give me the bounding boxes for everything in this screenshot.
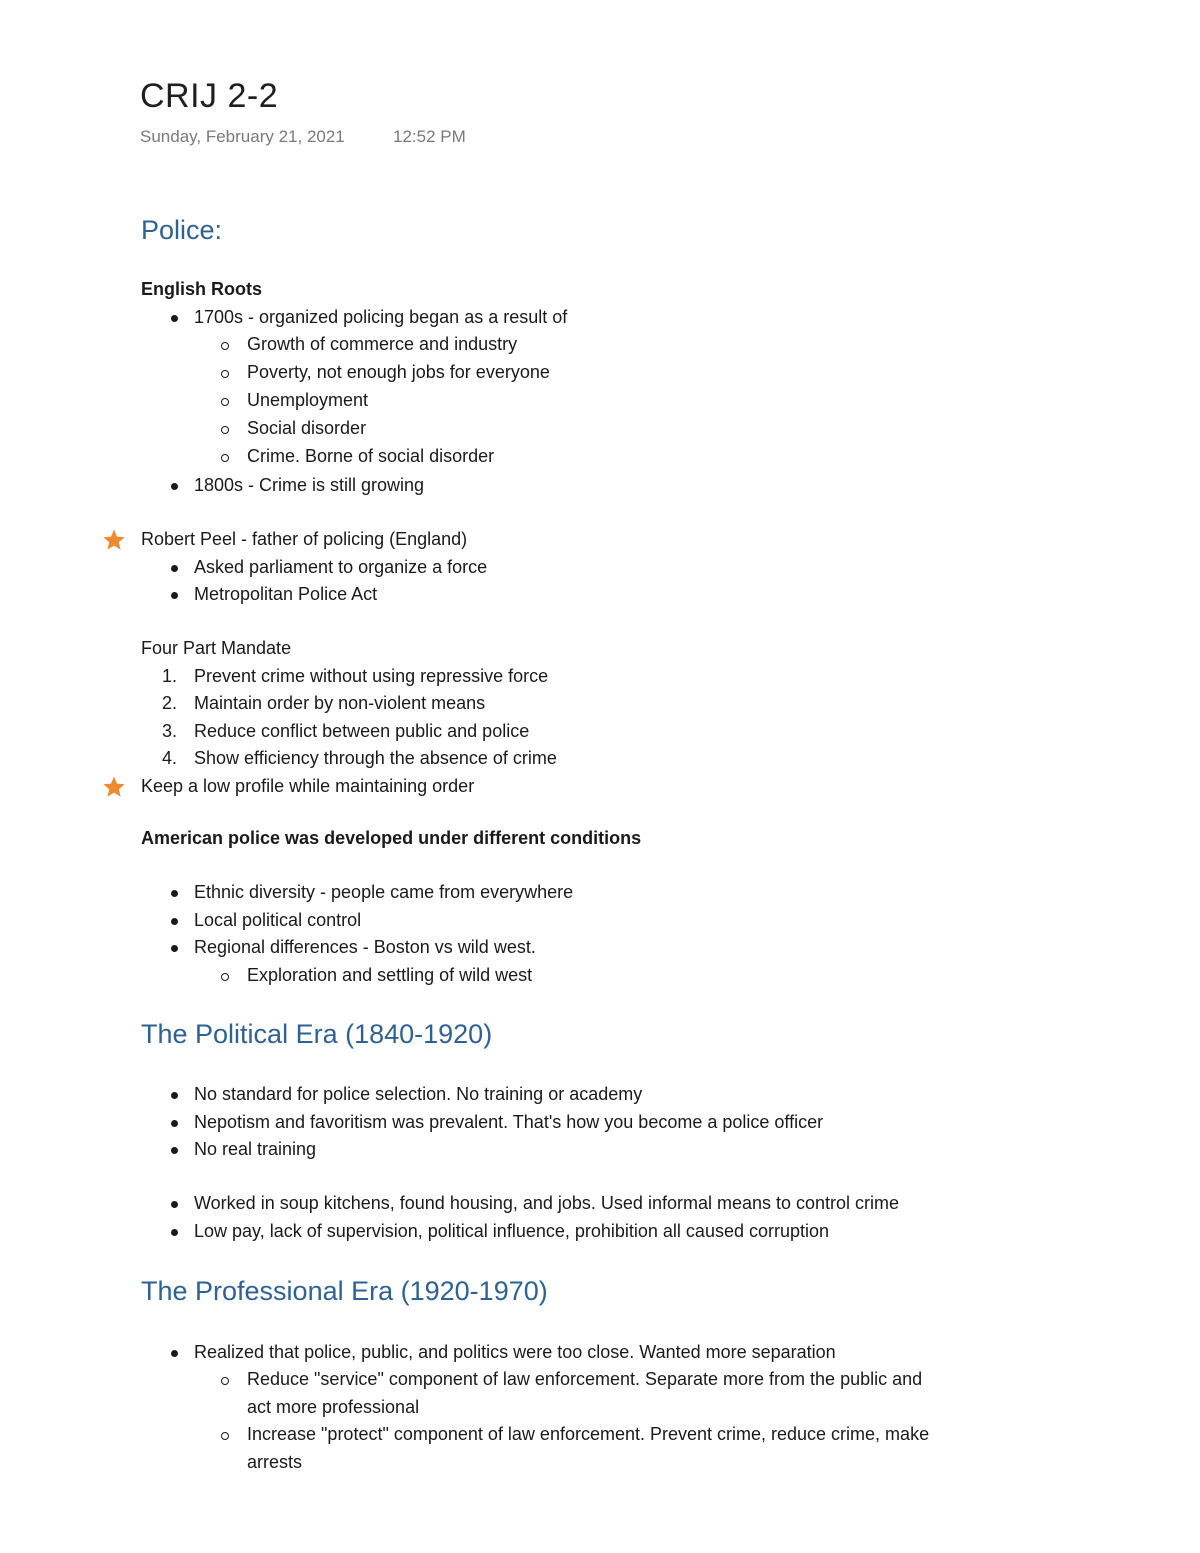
list-number: 1.: [162, 666, 178, 686]
list-item: Crime. Borne of social disorder: [247, 446, 495, 466]
bullet: [171, 1201, 178, 1208]
star-icon: [102, 775, 126, 799]
list-number: 4.: [162, 748, 178, 768]
bullet: [171, 565, 178, 572]
english-roots-label: English Roots: [141, 279, 262, 299]
list-item: Regional differences - Boston vs wild west.: [194, 937, 536, 957]
sub-bullet: [221, 370, 229, 378]
list-item: No standard for police selection. No training or academy: [194, 1084, 643, 1104]
sub-bullet: [221, 454, 229, 462]
list-number: 2.: [162, 693, 178, 713]
list-item: Reduce conflict between public and police: [194, 721, 530, 741]
police-heading: Police:: [141, 215, 223, 245]
list-item: Increase "protect" component of law enforcement. Prevent crime, reduce crime, make: [247, 1424, 930, 1444]
list-item: Show efficiency through the absence of crime: [194, 748, 557, 768]
bullet: [171, 315, 178, 322]
sub-bullet: [221, 1432, 229, 1440]
star-icon: [102, 528, 126, 552]
bullet: [171, 1092, 178, 1099]
bullet: [171, 483, 178, 490]
bullet: [171, 890, 178, 897]
list-item-continuation: act more professional: [247, 1397, 420, 1417]
list-item: Maintain order by non-violent means: [194, 693, 486, 713]
mandate-label: Four Part Mandate: [141, 638, 292, 658]
robert-peel-line: Robert Peel - father of policing (England): [141, 529, 468, 549]
political-era-heading: The Political Era (1840-1920): [141, 1019, 493, 1049]
list-number: 3.: [162, 721, 178, 741]
list-item: Social disorder: [247, 418, 367, 438]
list-item-continuation: arrests: [247, 1452, 303, 1472]
low-profile-line: Keep a low profile while maintaining order: [141, 776, 475, 796]
list-item: Metropolitan Police Act: [194, 584, 378, 604]
sub-bullet: [221, 426, 229, 434]
list-item: Exploration and settling of wild west: [247, 965, 533, 985]
sub-bullet: [221, 973, 229, 981]
bullet: [171, 1350, 178, 1357]
sub-bullet: [221, 342, 229, 350]
list-item: Reduce "service" component of law enforcement. Separate more from the public and: [247, 1369, 923, 1389]
list-item: 1700s - organized policing began as a result of: [194, 307, 568, 327]
list-item: Growth of commerce and industry: [247, 334, 518, 354]
bullet: [171, 1229, 178, 1236]
list-item: Worked in soup kitchens, found housing, and jobs. Used informal means to control crime: [194, 1193, 900, 1213]
bullet: [171, 1147, 178, 1154]
american-police-label: American police was developed under different conditions: [141, 828, 642, 848]
bullet: [171, 945, 178, 952]
page-date: Sunday, February 21, 2021: [140, 127, 345, 146]
sub-bullet: [221, 1377, 229, 1385]
list-item: Nepotism and favoritism was prevalent. That's how you become a police officer: [194, 1112, 824, 1132]
page-title: CRIJ 2-2: [140, 77, 279, 115]
list-item: 1800s - Crime is still growing: [194, 475, 425, 495]
sub-bullet: [221, 398, 229, 406]
bullet: [171, 918, 178, 925]
bullet: [171, 1120, 178, 1127]
list-item: Local political control: [194, 910, 362, 930]
list-item: Unemployment: [247, 390, 369, 410]
list-item: Asked parliament to organize a force: [194, 557, 488, 577]
list-item: Prevent crime without using repressive force: [194, 666, 549, 686]
page-time: 12:52 PM: [393, 127, 466, 146]
bullet: [171, 592, 178, 599]
list-item: No real training: [194, 1139, 317, 1159]
list-item: Low pay, lack of supervision, political influence, prohibition all caused corruption: [194, 1221, 830, 1241]
professional-era-heading: The Professional Era (1920-1970): [141, 1276, 548, 1306]
list-item: Realized that police, public, and politics were too close. Wanted more separation: [194, 1342, 836, 1362]
list-item: Poverty, not enough jobs for everyone: [247, 362, 550, 382]
list-item: Ethnic diversity - people came from everywhere: [194, 882, 574, 902]
